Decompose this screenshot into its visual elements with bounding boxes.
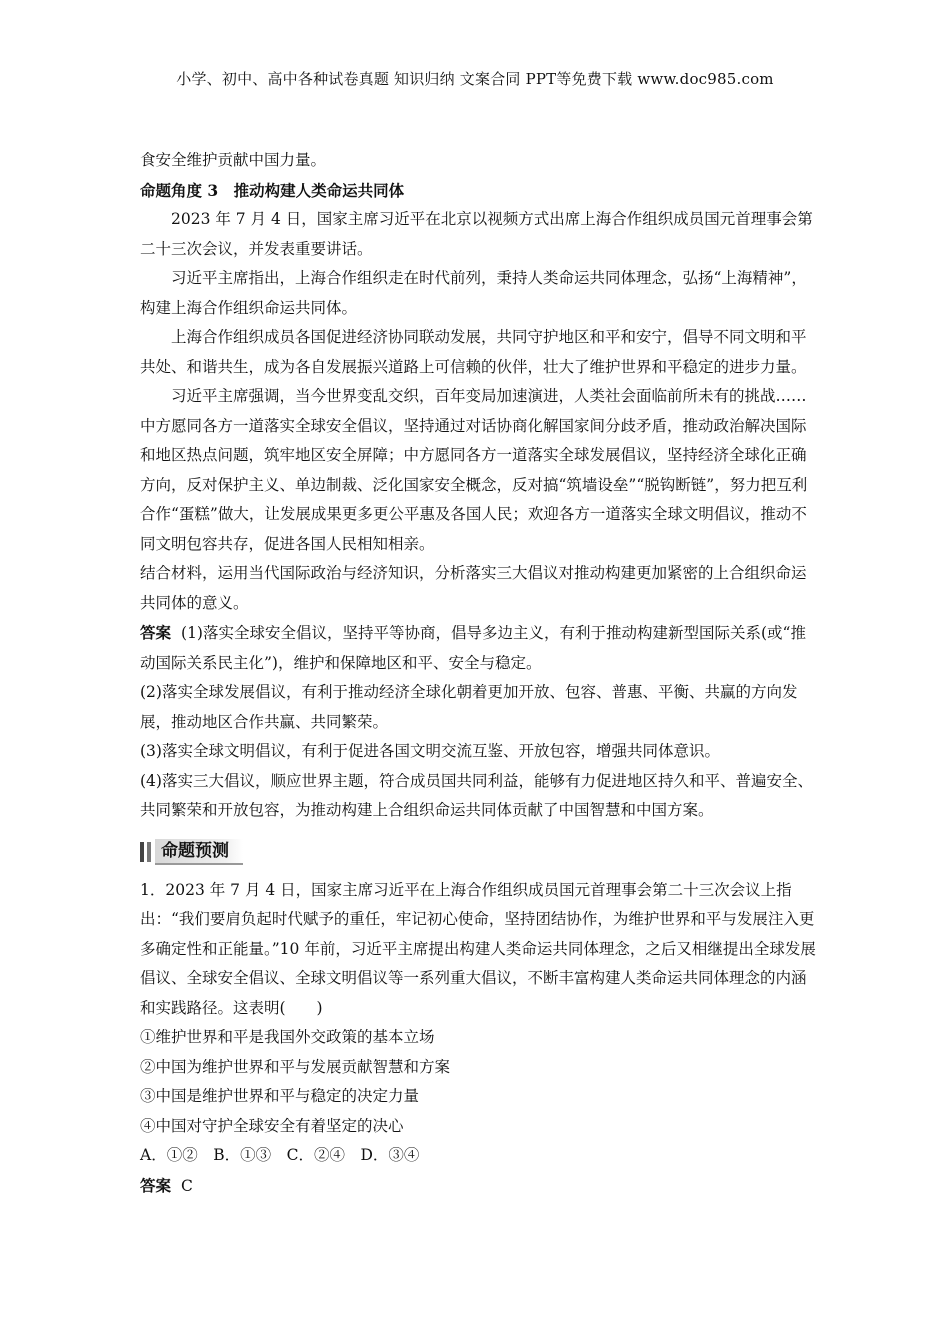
section-bar-icon xyxy=(147,842,151,862)
option-item: ①维护世界和平是我国外交政策的基本立场 xyxy=(140,1028,435,1046)
option-item: ③中国是维护世界和平与稳定的决定力量 xyxy=(140,1087,420,1105)
question-answer xyxy=(140,1171,820,1202)
question-text: 结合材料，运用当代国际政治与经济知识，分析落实三大倡议对推动构建更加紧密的上合组织命运共同体的意义。 xyxy=(140,564,807,612)
answer-item: (2)落实全球发展倡议，有利于推动经济全球化朝着更加开放、包容、普惠、平衡、共赢的方向发展，推动地区合作共赢、共同繁荣。 xyxy=(140,683,798,731)
answer-label: 答案 xyxy=(140,1175,172,1195)
section-title: 命题预测 xyxy=(155,839,243,865)
answer-block xyxy=(140,618,820,678)
answer-label: 答案 xyxy=(140,623,172,642)
material-paragraph: 习近平主席指出，上海合作组织走在时代前列，秉持人类命运共同体理念，弘扬“上海精神”，构建上海合作组织命运共同体。 xyxy=(140,269,807,317)
material-paragraph: 2023 年 7 月 4 日，国家主席习近平在北京以视频方式出席上海合作组织成员国元首理事会第二十三次会议，并发表重要讲话。 xyxy=(140,210,813,258)
answer-item: (4)落实三大倡议，顺应世界主题，符合成员国共同利益，能够有力促进地区持久和平、普遍安全、共同繁荣和开放包容，为推动构建上合组织命运共同体贡献了中国智慧和中国方案。 xyxy=(140,771,813,819)
continued-text: 食安全维护贡献中国力量。 xyxy=(140,151,327,169)
choices-line: A．①② B．①③ C．②④ D．③④ xyxy=(140,1146,420,1164)
section-bar-icon xyxy=(140,842,144,862)
angle-heading: 命题角度 3 推动构建人类命运共同体 xyxy=(140,180,405,200)
answer-item: (1)落实全球安全倡议，坚持平等协商，倡导多边主义，有利于推动构建新型国际关系(或“推动国际关系民主化”)，维护和保障地区和平、安全与稳定。 xyxy=(140,624,806,672)
page-header: 小学、初中、高中各种试卷真题 知识归纳 文案合同 PPT等免费下载 www.doc985.com xyxy=(176,70,774,88)
material-paragraph: 习近平主席强调，当今世界变乱交织，百年变局加速演进，人类社会面临前所未有的挑战……中方愿同各方一道落实全球安全倡议，坚持通过对话协商化解国家间分歧矛盾，推动政治解决国际和地区热点问题，筑牢地区安全屏障；中方愿同各方一道落实全球发展倡议，坚持经济全球化正确方向，反对保护主义、单边制裁、泛化国家安全概念，反对搞“筑墙设垒”“脱钩断链”，努力把互利合作“蛋糕”做大，让发展成果更多更公平惠及各国人民；欢迎各方一道落实全球文明倡议，推动不同文明包容共存，促进各国人民相知相亲。 xyxy=(140,387,808,553)
answer-value: C xyxy=(181,1176,193,1195)
section-heading xyxy=(140,838,820,866)
document-body xyxy=(140,146,820,1201)
option-item: ④中国对守护全球安全有着坚定的决心 xyxy=(140,1116,404,1135)
answer-item: (3)落实全球文明倡议，有利于促进各国文明交流互鉴、开放包容，增强共同体意识。 xyxy=(140,742,720,760)
question-stem: 1．2023 年 7 月 4 日，国家主席习近平在上海合作组织成员国元首理事会第二十三次会议上指出：“我们要肩负起时代赋予的重任，牢记初心使命，坚持团结协作，为维护世界和平与发展注入更多确定性和正能量。”10 年前，习近平主席提出构建人类命运共同体理念，之后又相继提出全球发展倡议、全球安全倡议、全球文明倡议等一系列重大倡议，不断丰富构建人类命运共同体理念的内涵和实践路径。这表明( ) xyxy=(140,880,816,1017)
material-paragraph: 上海合作组织成员各国促进经济协同联动发展，共同守护地区和平和安宁，倡导不同文明和平共处、和谐共生，成为各自发展振兴道路上可信赖的伙伴，壮大了维护世界和平稳定的进步力量。 xyxy=(140,328,807,376)
option-item: ②中国为维护世界和平与发展贡献智慧和方案 xyxy=(140,1057,451,1076)
